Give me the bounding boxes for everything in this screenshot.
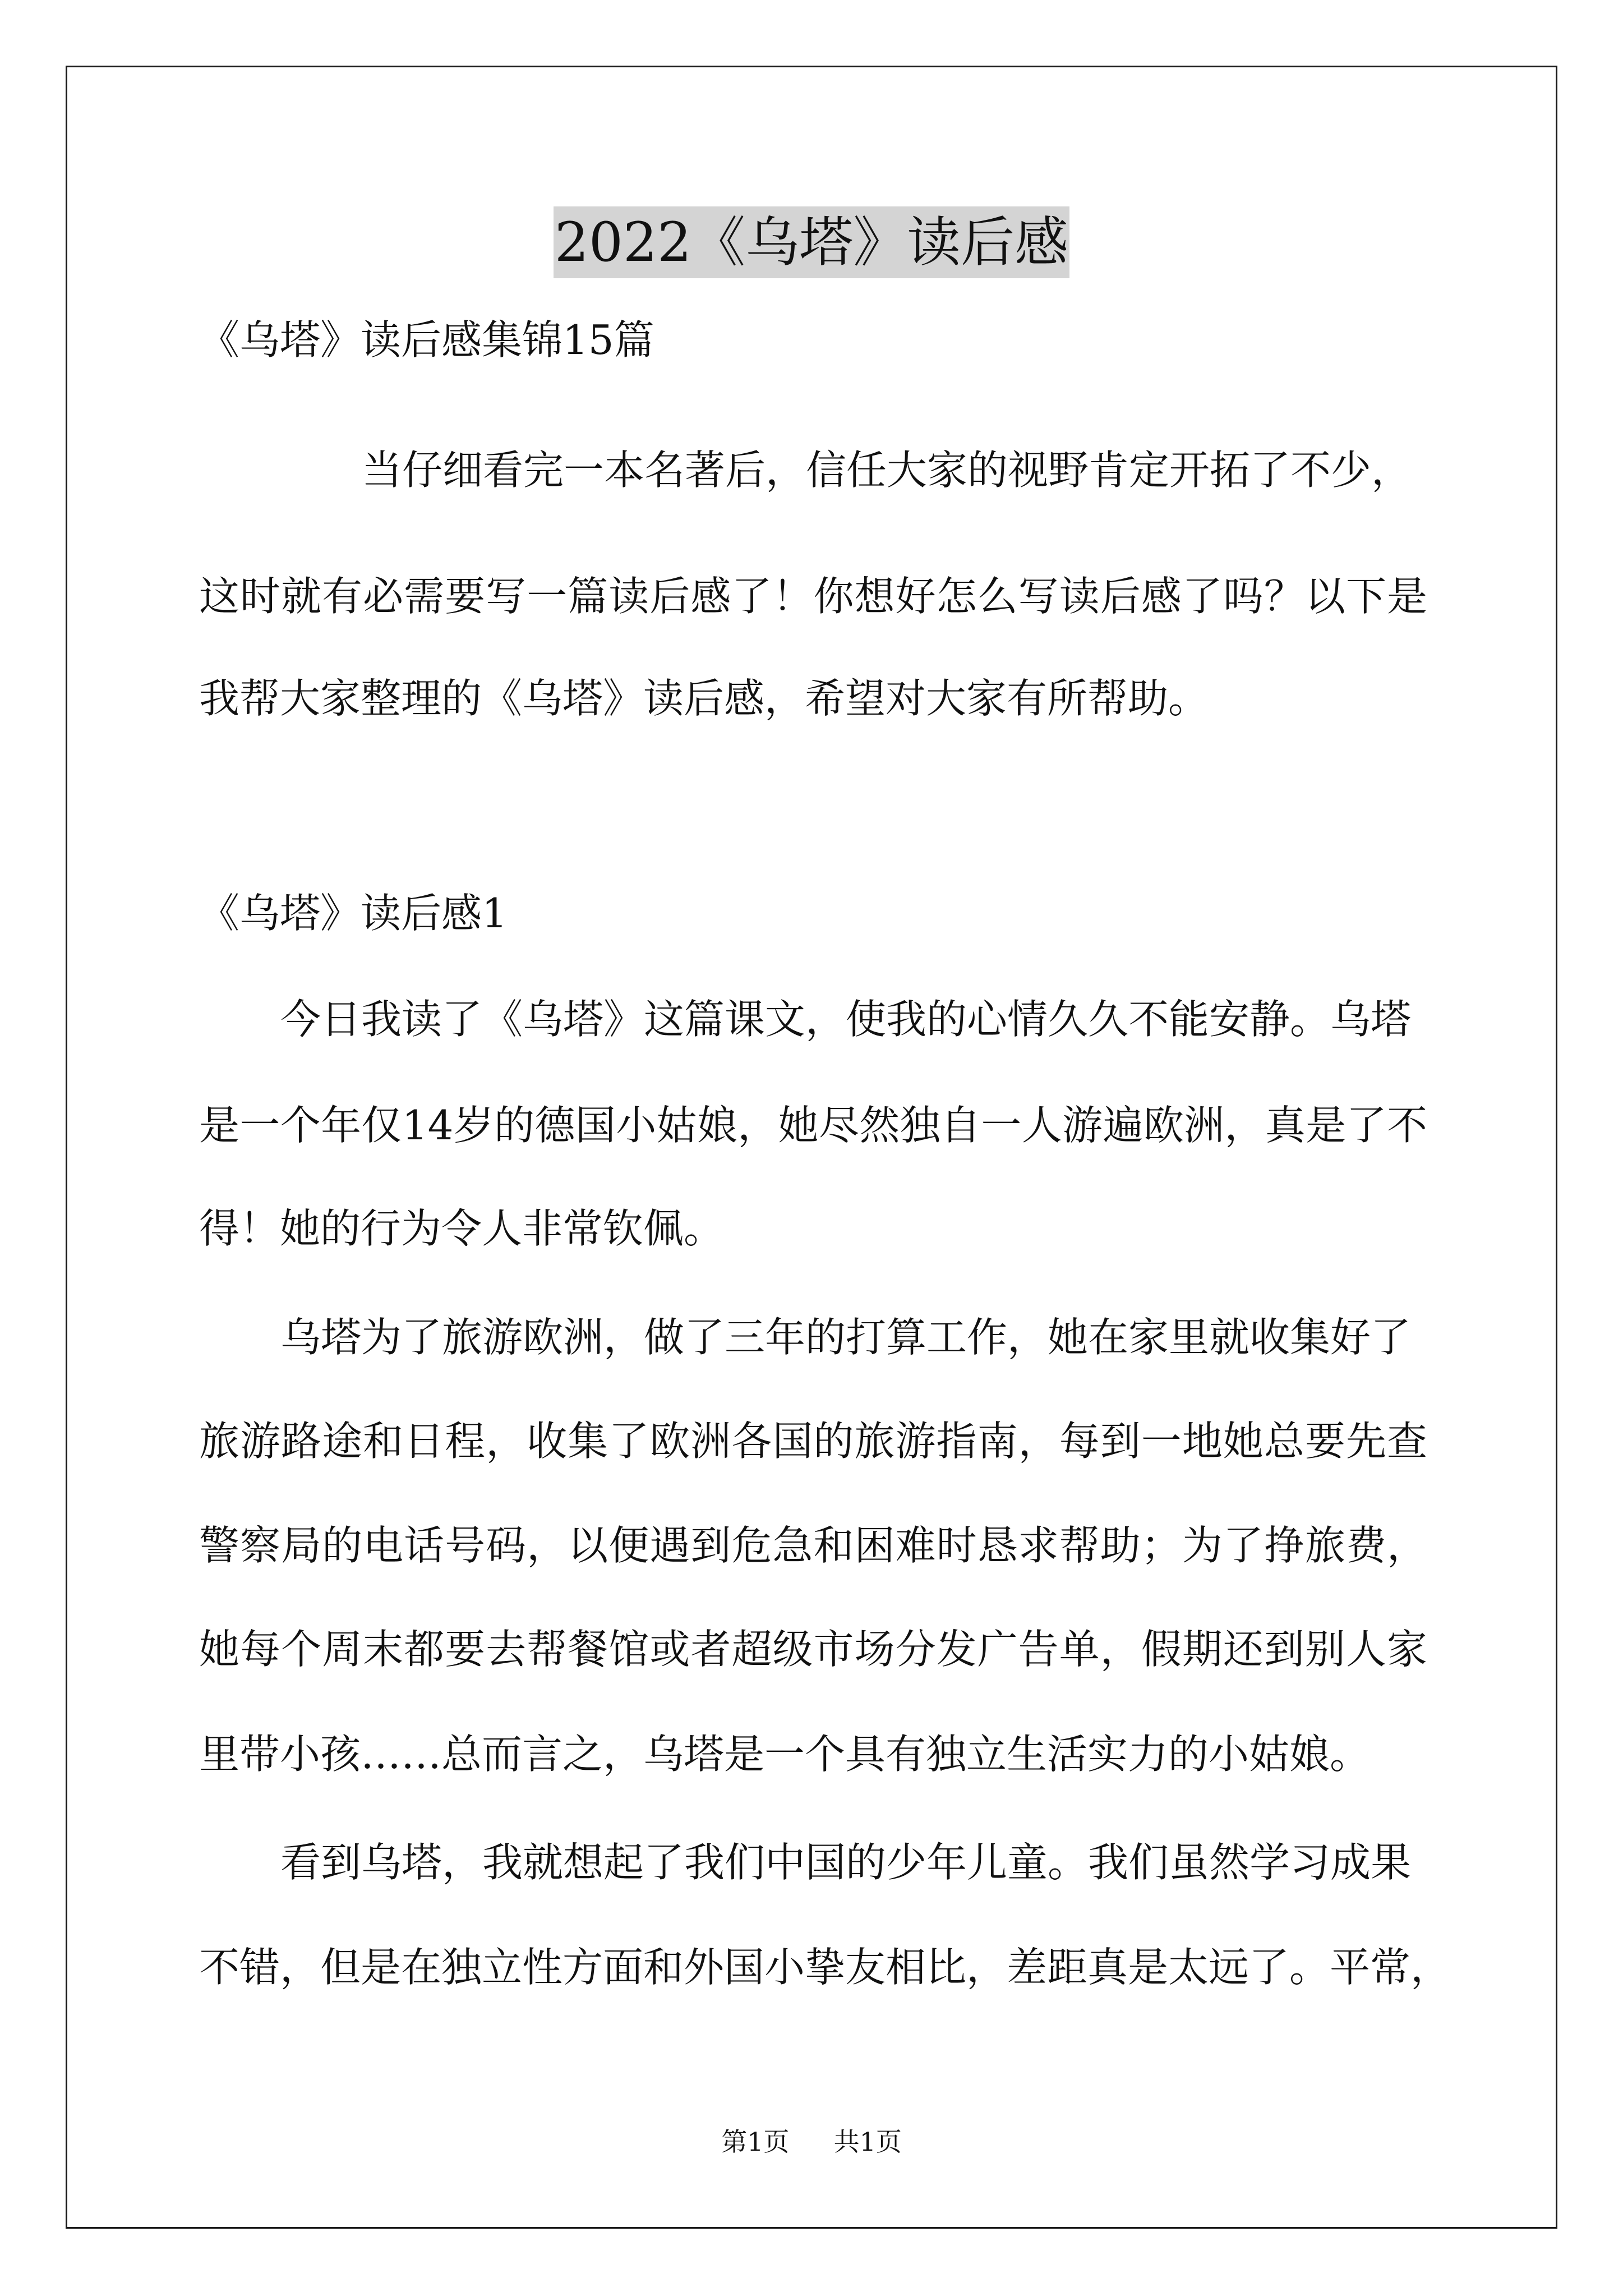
title-container — [0, 206, 1623, 278]
page-total: 共1页 — [833, 2127, 902, 2157]
page-footer — [0, 2125, 1623, 2159]
document-title: 2022《乌塔》读后感 — [554, 206, 1069, 278]
section-heading: 《乌塔》读后感1 — [199, 890, 508, 937]
intro-line-3: 我帮大家整理的《乌塔》读后感，希望对大家有所帮助。 — [199, 675, 1209, 722]
para3-line-1: 看到乌塔，我就想起了我们中国的少年儿童。我们虽然学习成果 — [280, 1839, 1412, 1886]
intro-line-2: 这时就有必需要写一篇读后感了！你想好怎么写读后感了吗？以下是 — [199, 573, 1427, 620]
para2-line-1: 乌塔为了旅游欧洲，做了三年的打算工作，她在家里就收集好了 — [280, 1314, 1412, 1361]
para2-line-2: 旅游路途和日程，收集了欧洲各国的旅游指南，每到一地她总要先查 — [199, 1418, 1427, 1465]
page-number: 第1页 — [721, 2127, 790, 2157]
para1-line-3: 得！她的行为令人非常钦佩。 — [199, 1205, 725, 1252]
para3-line-2: 不错，但是在独立性方面和外国小挚友相比，差距真是太远了。平常， — [199, 1944, 1451, 1991]
para2-line-4: 她每个周末都要去帮餐馆或者超级市场分发广告单，假期还到别人家 — [199, 1626, 1427, 1673]
document-subtitle: 《乌塔》读后感集锦15篇 — [199, 316, 654, 364]
para2-line-5: 里带小孩……总而言之，乌塔是一个具有独立生活实力的小姑娘。 — [199, 1731, 1371, 1778]
intro-line-1: 当仔细看完一本名著后，信任大家的视野肯定开拓了不少， — [362, 447, 1412, 494]
para1-line-1: 今日我读了《乌塔》这篇课文，使我的心情久久不能安静。乌塔 — [280, 996, 1412, 1043]
para2-line-3: 警察局的电话号码，以便遇到危急和困难时恳求帮助；为了挣旅费， — [199, 1522, 1427, 1569]
para1-line-2: 是一个年仅14岁的德国小姑娘，她尽然独自一人游遍欧洲，真是了不 — [199, 1102, 1427, 1149]
